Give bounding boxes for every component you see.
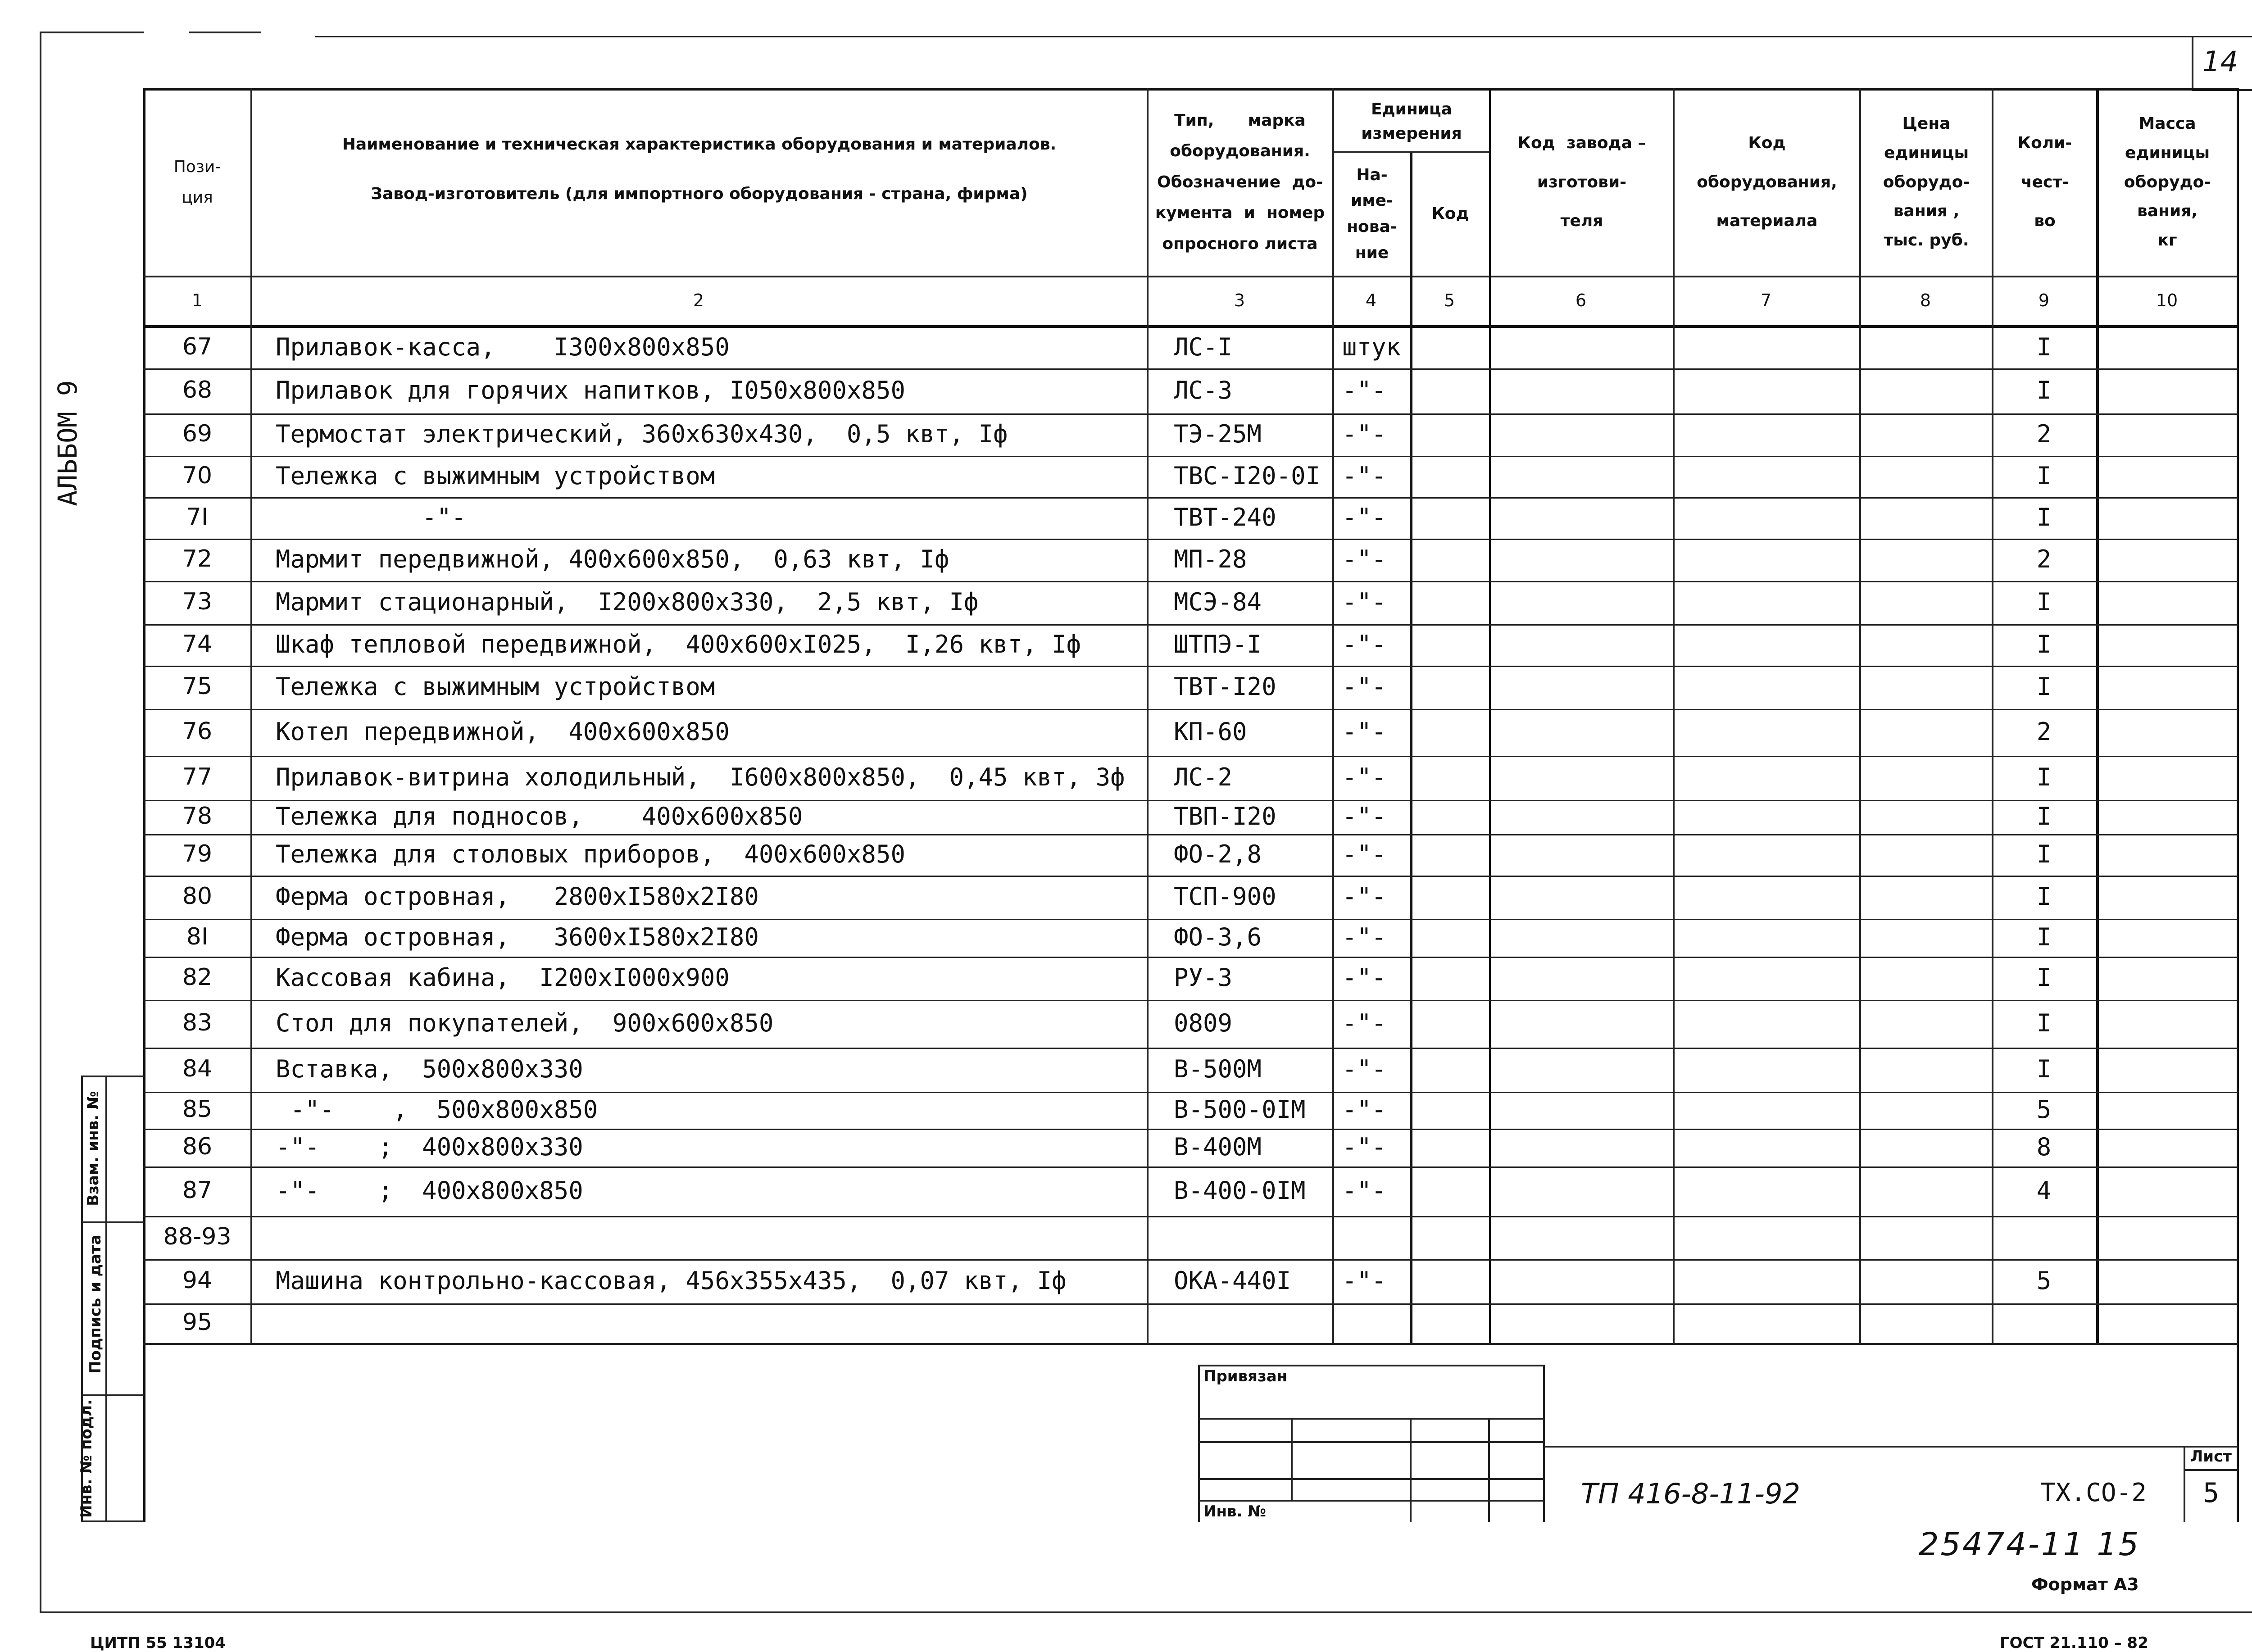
row-type: МСЭ-84 <box>1174 588 1262 616</box>
frame-left <box>40 32 41 1612</box>
row-quantity: I <box>2036 376 2052 404</box>
row-position: 82 <box>182 964 213 991</box>
row-position: 73 <box>182 588 213 615</box>
side-stamp-border <box>81 1394 144 1396</box>
row-type: ЛС-2 <box>1174 763 1233 791</box>
row-name: Котел передвижной, 400x600x850 <box>276 717 730 746</box>
row-name: Тележка с выжимным устройством <box>276 462 715 490</box>
footer-right: ГОСТ 21.110 – 82 <box>2000 1634 2148 1652</box>
row-divider <box>143 1343 2238 1344</box>
row-name: Тележка для столовых приборов, 400x600x850 <box>276 840 905 868</box>
row-type: В-400М <box>1174 1133 1262 1161</box>
row-quantity: I <box>2036 802 2052 831</box>
row-divider <box>143 919 2238 920</box>
row-position: 95 <box>182 1309 213 1336</box>
row-position: 85 <box>182 1096 213 1123</box>
row-unit: -"- <box>1342 588 1386 616</box>
row-quantity: I <box>2036 588 2052 616</box>
archive-number: 25474-11 15 <box>1919 1526 2141 1563</box>
row-type: В-500М <box>1174 1055 1262 1083</box>
side-stamp-border <box>81 1520 144 1522</box>
page-number: 14 <box>2202 45 2238 78</box>
row-position: 78 <box>182 803 213 830</box>
column-number: 4 <box>1365 290 1377 310</box>
row-type: ТВТ-I20 <box>1174 672 1276 701</box>
row-divider <box>143 1303 2238 1305</box>
row-divider <box>143 1216 2238 1217</box>
row-unit: -"- <box>1342 923 1386 951</box>
row-position: 67 <box>182 333 213 360</box>
row-position: 79 <box>182 840 213 867</box>
row-position: 80 <box>182 883 213 910</box>
row-quantity: I <box>2036 882 2052 911</box>
side-stamp-border <box>81 1076 144 1077</box>
row-name: Шкаф тепловой передвижной, 400x600xI025, I,26 квт, Iф <box>276 630 1081 658</box>
header-unit-divider <box>1333 151 1489 153</box>
tb-line <box>1198 1418 1545 1420</box>
frame-stub <box>41 32 144 33</box>
column-number: 7 <box>1760 290 1772 310</box>
row-quantity: I <box>2036 503 2052 531</box>
row-type: В-500-0IМ <box>1174 1095 1306 1124</box>
row-position: 72 <box>182 545 213 572</box>
column-number: 5 <box>1444 290 1455 310</box>
tb-sheet-no: 5 <box>2202 1477 2220 1509</box>
row-position: 75 <box>182 673 213 700</box>
row-name: Тележка для подносов, 400x600x850 <box>276 802 803 831</box>
row-position: 94 <box>182 1267 213 1294</box>
row-position: 76 <box>182 718 213 745</box>
row-divider <box>143 1048 2238 1049</box>
row-divider <box>143 497 2238 499</box>
tb-line <box>1543 1365 1545 1522</box>
row-unit: -"- <box>1342 963 1386 992</box>
row-divider <box>143 539 2238 540</box>
tb-line <box>1198 1478 1545 1480</box>
tb-line <box>1198 1365 1200 1522</box>
row-quantity: I <box>2036 1055 2052 1083</box>
footer-left: ЦИТП 55 13104 <box>90 1634 226 1652</box>
row-name: Машина контрольно-кассовая, 456x355x435, 0,07 квт, Iф <box>276 1266 1067 1295</box>
row-unit: -"- <box>1342 630 1386 658</box>
row-name: Ферма островная, 3600xI580x2I80 <box>276 923 759 951</box>
row-divider <box>143 1259 2238 1261</box>
tb-line <box>1291 1418 1293 1500</box>
row-unit: -"- <box>1342 1133 1386 1161</box>
header-unit-name: На- име- нова- ние <box>1347 165 1397 262</box>
tb-line <box>1198 1365 1545 1366</box>
row-position: 84 <box>182 1055 213 1082</box>
stamp-vzam-inv: Взам. инв. № <box>84 1091 102 1206</box>
row-name: Прилавок для горячих напитков, I050x800x850 <box>276 376 905 404</box>
row-position: 83 <box>182 1009 213 1036</box>
tb-sheet-label: Лист <box>2190 1448 2232 1466</box>
row-position: 87 <box>182 1177 213 1204</box>
row-unit: -"- <box>1342 1266 1386 1295</box>
row-quantity: I <box>2036 672 2052 701</box>
column-line <box>1410 151 1412 1343</box>
row-quantity: I <box>2036 1009 2052 1037</box>
tb-line <box>2184 1469 2238 1471</box>
row-name: Вставка, 500x800x330 <box>276 1055 583 1083</box>
row-name: -"- <box>276 503 466 531</box>
column-number: 2 <box>693 290 704 310</box>
column-number: 6 <box>1575 290 1587 310</box>
row-divider <box>143 834 2238 835</box>
header-unit-group: Единица измерения <box>1361 100 1462 143</box>
header-position: Пози- ция <box>173 157 221 207</box>
row-divider <box>143 957 2238 958</box>
row-unit: -"- <box>1342 882 1386 911</box>
header-factory-code: Код завода – изготови- теля <box>1517 134 1646 231</box>
frame-bottom <box>40 1611 2252 1613</box>
row-position: 8I <box>186 923 209 950</box>
row-type: ТВС-I20-0I <box>1174 462 1321 490</box>
row-unit: -"- <box>1342 672 1386 701</box>
row-quantity: I <box>2036 840 2052 868</box>
row-type: ЛС-3 <box>1174 376 1233 404</box>
row-divider <box>143 368 2238 370</box>
row-unit: -"- <box>1342 462 1386 490</box>
tb-line <box>1410 1418 1412 1522</box>
row-quantity: 8 <box>2036 1133 2052 1161</box>
row-position: 86 <box>182 1133 213 1160</box>
row-type: ФО-2,8 <box>1174 840 1262 868</box>
row-position: 70 <box>182 462 213 489</box>
column-number: 3 <box>1234 290 1245 310</box>
row-quantity: 5 <box>2036 1266 2052 1295</box>
row-name: Тележка с выжимным устройством <box>276 672 715 701</box>
row-position: 69 <box>182 420 213 447</box>
row-type: ТВП-I20 <box>1174 802 1276 831</box>
row-divider <box>143 1000 2238 1001</box>
tb-line <box>1198 1500 1545 1502</box>
colnum-bottom <box>143 325 2238 328</box>
row-unit: штук <box>1342 333 1401 361</box>
row-quantity: I <box>2036 333 2052 361</box>
row-quantity: I <box>2036 462 2052 490</box>
row-quantity: I <box>2036 630 2052 658</box>
row-unit: -"- <box>1342 1009 1386 1037</box>
row-unit: -"- <box>1342 1055 1386 1083</box>
row-name: -"- , 500x800x850 <box>276 1095 598 1124</box>
tb-line <box>1543 1446 2238 1448</box>
row-name: -"- ; 400x800x330 <box>276 1133 583 1161</box>
row-divider <box>143 413 2238 415</box>
row-quantity: I <box>2036 963 2052 992</box>
row-quantity: 4 <box>2036 1176 2052 1205</box>
row-unit: -"- <box>1342 1176 1386 1205</box>
row-divider <box>143 1129 2238 1130</box>
row-quantity: 2 <box>2036 545 2052 573</box>
header-name-line2: Завод-изготовитель (для импортного оборудования - страна, фирма) <box>371 185 1028 203</box>
stamp-podpis-data: Подпись и дата <box>86 1234 104 1374</box>
tb-inv-no: Инв. № <box>1203 1502 1267 1520</box>
row-name: Термостат электрический, 360x630x430, 0,5 квт, Iф <box>276 420 1008 448</box>
header-quantity: Коли- чест- во <box>2017 134 2072 231</box>
row-unit: -"- <box>1342 420 1386 448</box>
tb-privyazan: Привязан <box>1203 1367 1288 1385</box>
row-divider <box>143 1166 2238 1168</box>
row-type: РУ-3 <box>1174 963 1233 992</box>
row-position: 68 <box>182 377 213 404</box>
row-type: ФО-3,6 <box>1174 923 1262 951</box>
album-label: АЛЬБОМ 9 <box>52 380 83 506</box>
row-position: 77 <box>182 763 213 790</box>
row-position: 74 <box>182 631 213 658</box>
row-type: ШТПЭ-I <box>1174 630 1262 658</box>
page-num-box <box>2192 36 2193 90</box>
row-quantity: 5 <box>2036 1095 2052 1124</box>
row-divider <box>143 581 2238 582</box>
row-type: МП-28 <box>1174 545 1247 573</box>
row-unit: -"- <box>1342 503 1386 531</box>
row-name: Прилавок-витрина холодильный, I600x800x850, 0,45 квт, 3ф <box>276 763 1125 791</box>
row-quantity: 2 <box>2036 420 2052 448</box>
row-quantity: I <box>2036 763 2052 791</box>
tb-line <box>1488 1418 1490 1522</box>
side-stamp-border <box>81 1221 144 1223</box>
row-name: Кассовая кабина, I200xI000x900 <box>276 963 730 992</box>
column-number: 9 <box>2038 290 2050 310</box>
row-type: КП-60 <box>1174 717 1247 746</box>
side-stamp-border <box>105 1076 107 1522</box>
row-divider <box>143 456 2238 457</box>
stamp-inv-podl: Инв. № подл. <box>77 1399 95 1518</box>
header-unit-code: Код <box>1431 204 1469 223</box>
row-type: ТЭ-25М <box>1174 420 1262 448</box>
row-quantity: 2 <box>2036 717 2052 746</box>
header-price: Цена единицы оборудо- вания , тыс. руб. <box>1883 114 1970 250</box>
row-divider <box>143 666 2238 667</box>
row-quantity: I <box>2036 923 2052 951</box>
row-name: Прилавок-касса, I300x800x850 <box>276 333 730 361</box>
row-unit: -"- <box>1342 1095 1386 1124</box>
row-name: Мармит передвижной, 400x600x850, 0,63 квт, Iф <box>276 545 949 573</box>
header-type: Тип, марка оборудования. Обозначение до- кумента и номер опросного листа <box>1155 111 1325 253</box>
tb-project: ТП 416-8-11-92 <box>1581 1477 1800 1510</box>
row-name: Мармит стационарный, I200x800x330, 2,5 квт, Iф <box>276 588 979 616</box>
row-divider <box>143 876 2238 877</box>
row-unit: -"- <box>1342 840 1386 868</box>
row-name: Стол для покупателей, 900x600x850 <box>276 1009 774 1037</box>
row-unit: -"- <box>1342 763 1386 791</box>
row-divider <box>143 800 2238 801</box>
row-divider <box>143 624 2238 626</box>
row-unit: -"- <box>1342 545 1386 573</box>
tb-doc-code: ТХ.СО-2 <box>2040 1478 2147 1507</box>
row-unit: -"- <box>1342 717 1386 746</box>
frame-top <box>315 36 2252 37</box>
column-number: 1 <box>191 290 203 310</box>
header-name-line1: Наименование и техническая характеристика оборудования и материалов. <box>342 135 1057 154</box>
row-divider <box>143 756 2238 757</box>
column-number: 10 <box>2156 290 2178 310</box>
row-position: 7I <box>186 504 209 531</box>
row-name: Ферма островная, 2800xI580x2I80 <box>276 882 759 911</box>
row-type: 0809 <box>1174 1009 1233 1037</box>
column-number: 8 <box>1920 290 1931 310</box>
tb-line <box>1198 1441 1545 1443</box>
row-type: ТВТ-240 <box>1174 503 1276 531</box>
row-type: ТСП-900 <box>1174 882 1276 911</box>
row-type: В-400-0IМ <box>1174 1176 1306 1205</box>
row-divider <box>143 709 2238 710</box>
row-unit: -"- <box>1342 376 1386 404</box>
row-divider <box>143 1092 2238 1093</box>
row-type: ОКА-440I <box>1174 1266 1291 1295</box>
row-unit: -"- <box>1342 802 1386 831</box>
row-position: 88-93 <box>163 1223 232 1250</box>
format-label: Формат А3 <box>2031 1575 2139 1594</box>
header-mass: Масса единицы оборудо- вания, кг <box>2124 114 2211 250</box>
row-type: ЛС-I <box>1174 333 1233 361</box>
row-name: -"- ; 400x800x850 <box>276 1176 583 1205</box>
header-equipment-code: Код оборудования, материала <box>1697 134 1837 231</box>
frame-stub <box>189 32 261 33</box>
